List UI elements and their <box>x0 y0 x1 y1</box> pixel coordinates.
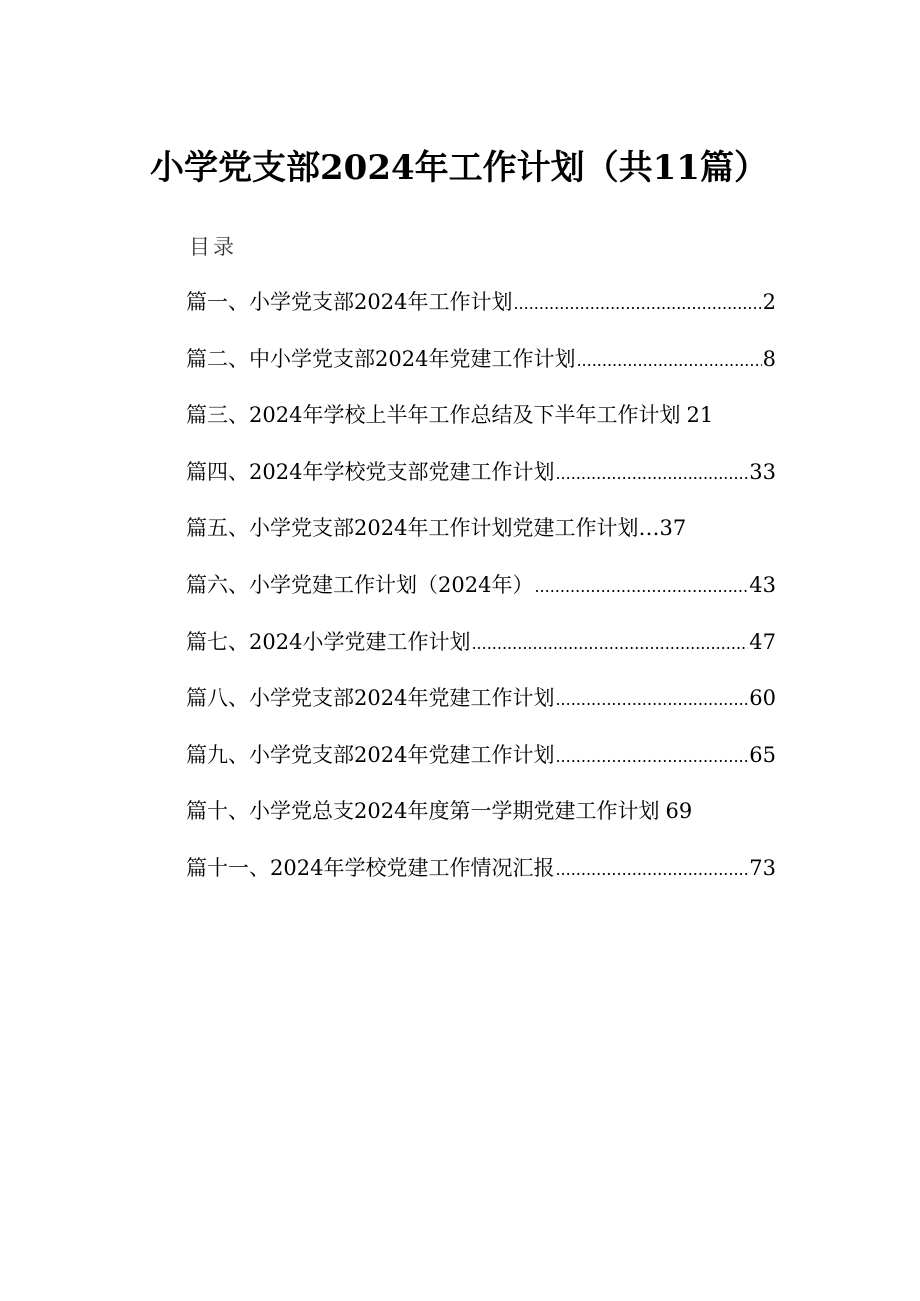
toc-entry-page: 33 <box>749 459 776 484</box>
toc-entry-label: 篇三、2024年学校上半年工作总结及下半年工作计划 <box>186 403 681 428</box>
toc-entry-page: 65 <box>749 742 776 767</box>
toc-entry-label: 篇五、小学党支部2024年工作计划党建工作计划… <box>186 516 660 541</box>
toc-entry-11[interactable] <box>186 850 776 907</box>
toc-leader-dots <box>555 739 748 775</box>
toc-entry-5[interactable] <box>186 510 776 567</box>
toc-entry-page: 60 <box>749 686 776 711</box>
toc-entry-page: 8 <box>762 346 776 371</box>
toc-entry-page: 21 <box>686 403 714 428</box>
toc-entry-label: 篇十一、2024年学校党建工作情况汇报 <box>186 855 555 880</box>
toc-entry-label: 篇八、小学党支部2024年党建工作计划 <box>186 686 555 711</box>
toc-leader-dots <box>555 682 748 718</box>
toc-entry-9[interactable] <box>186 737 776 794</box>
toc-leader-dots <box>513 286 761 322</box>
toc-entry-page: 69 <box>665 799 693 824</box>
toc-entry-label: 篇二、中小学党支部2024年党建工作计划 <box>186 346 576 371</box>
toc-entry-4[interactable] <box>186 454 776 511</box>
toc-entry-label: 篇一、小学党支部2024年工作计划 <box>186 290 513 314</box>
toc-heading: 目录 <box>189 235 237 259</box>
toc-entry-3[interactable] <box>186 397 776 454</box>
document-title: 小学党支部2024年工作计划（共11篇） <box>150 148 768 188</box>
toc-entry-page: 47 <box>749 629 776 654</box>
toc-entry-page: 2 <box>762 290 776 314</box>
toc-entry-7[interactable] <box>186 624 776 681</box>
toc-entry-label: 篇六、小学党建工作计划（2024年） <box>186 572 534 597</box>
toc-leader-dots <box>471 626 748 662</box>
toc-entry-8[interactable] <box>186 680 776 737</box>
toc-entry-label: 篇十、小学党总支2024年度第一学期党建工作计划 <box>186 799 660 824</box>
toc-entry-label: 篇九、小学党支部2024年党建工作计划 <box>186 742 555 767</box>
toc-entry-page: 43 <box>749 572 776 597</box>
toc-leader-dots <box>555 852 748 888</box>
toc-leader-dots <box>534 569 748 605</box>
toc-entry-page: 37 <box>659 516 687 541</box>
toc-entry-label: 篇七、2024小学党建工作计划 <box>186 629 471 654</box>
toc-entry-label: 篇四、2024年学校党支部党建工作计划 <box>186 459 555 484</box>
table-of-contents <box>186 284 776 907</box>
toc-entry-page: 73 <box>749 855 776 880</box>
toc-entry-6[interactable] <box>186 567 776 624</box>
toc-leader-dots <box>555 456 748 492</box>
toc-entry-2[interactable] <box>186 341 776 398</box>
toc-leader-dots <box>576 343 761 379</box>
toc-entry-1[interactable] <box>186 284 776 341</box>
toc-entry-10[interactable] <box>186 793 776 850</box>
